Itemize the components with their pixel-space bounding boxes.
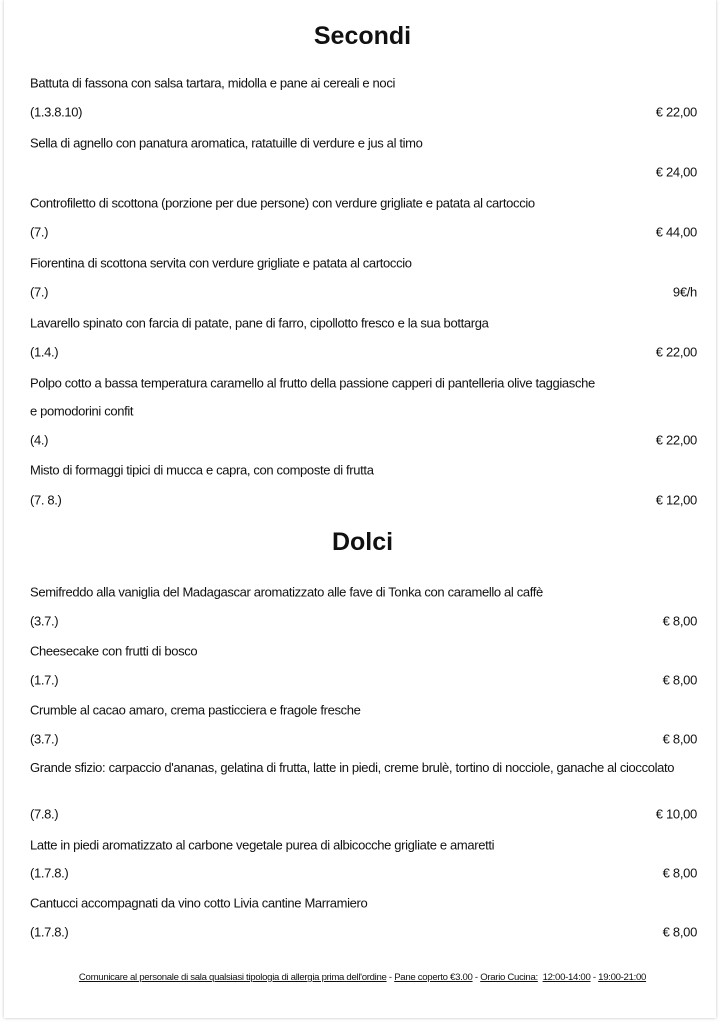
dish-description: Crumble al cacao amaro, crema pasticciera e fragole fresche: [30, 702, 361, 718]
dish-description: Cantucci accompagnati da vino cotto Livia cantine Marramiero: [30, 895, 368, 911]
allergen-codes: (1.4.): [30, 344, 59, 360]
allergen-codes: (3.7.): [30, 731, 59, 747]
dish-price: € 8,00: [662, 865, 697, 881]
allergen-codes: (1.7.8.): [30, 924, 69, 940]
section-title: Dolci: [331, 528, 394, 556]
dish-description: Controfiletto di scottona (porzione per due persone) con verdure grigliate e patata al cartoccio: [30, 195, 535, 211]
dish-description: Latte in piedi aromatizzato al carbone vegetale purea di albicocche grigliate e amaretti: [30, 837, 495, 853]
dinner-hours: 19:00-21:00: [598, 972, 647, 983]
dish-description: Misto di formaggi tipici di mucca e capra, con composte di frutta: [30, 462, 374, 478]
dish-description: Lavarello spinato con farcia di patate, pane di farro, cipollotto fresco e la sua bottarga: [30, 315, 489, 331]
allergen-codes: (1.3.8.10): [30, 104, 83, 120]
menu-page: [4, 0, 716, 1018]
kitchen-hours-label: Orario Cucina:: [480, 972, 538, 983]
allergen-codes: (7.): [30, 224, 49, 240]
allergen-codes: (1.7.): [30, 672, 59, 688]
dish-description: Cheesecake con frutti di bosco: [30, 643, 198, 659]
lunch-hours: 12:00-14:00: [542, 972, 591, 983]
dish-description: Sella di agnello con panatura aromatica, ratatuille di verdure e jus al timo: [30, 135, 423, 151]
allergy-note: Comunicare al personale di sala qualsiasi tipologia di allergia prima dell'ordine: [78, 972, 387, 983]
dish-description: Grande sfizio: carpaccio d'ananas, gelatina di frutta, latte in piedi, creme brulè, tortino di nocciole, ganache al cioccolato: [30, 760, 675, 775]
allergen-codes: (7.): [30, 284, 49, 300]
dish-price: € 22,00: [655, 432, 697, 448]
dish-description: Semifreddo alla vaniglia del Madagascar aromatizzato alle fave di Tonka con caramello al caffè: [30, 584, 543, 600]
allergen-codes: (3.7.): [30, 613, 59, 629]
allergen-codes: (7. 8.): [30, 492, 62, 508]
dish-description-cont: e pomodorini confit: [30, 403, 134, 419]
dish-price: 9€/h: [672, 284, 697, 300]
section-title: Secondi: [313, 22, 412, 50]
dish-price: € 8,00: [662, 731, 697, 747]
dish-price: € 8,00: [662, 924, 697, 940]
footer-note: Comunicare al personale di sala qualsiasi tipologia di allergia prima dell'ordine - Pane coperto €3.00 - Orario Cucina: 12:00-14:00 - 19:00-21:00: [78, 972, 647, 983]
dish-price: € 44,00: [655, 224, 697, 240]
dish-price: € 22,00: [655, 104, 697, 120]
dish-description: Polpo cotto a bassa temperatura caramello al frutto della passione capperi di pantelleria olive taggiasche: [30, 375, 595, 391]
dish-description: Battuta di fassona con salsa tartara, midolla e pane ai cereali e noci: [30, 75, 396, 91]
dish-price: € 10,00: [655, 806, 697, 822]
dish-description: Fiorentina di scottona servita con verdure grigliate e patata al cartoccio: [30, 255, 412, 271]
allergen-codes: (7.8.): [30, 806, 59, 822]
allergen-codes: (1.7.8.): [30, 865, 69, 881]
dish-price: € 12,00: [655, 492, 697, 508]
dish-price: € 8,00: [662, 672, 697, 688]
bread-cover: Pane coperto €3.00: [394, 972, 473, 983]
dish-price: € 8,00: [662, 613, 697, 629]
dish-price: € 22,00: [655, 344, 697, 360]
allergen-codes: (4.): [30, 432, 49, 448]
dish-price: € 24,00: [655, 164, 697, 180]
